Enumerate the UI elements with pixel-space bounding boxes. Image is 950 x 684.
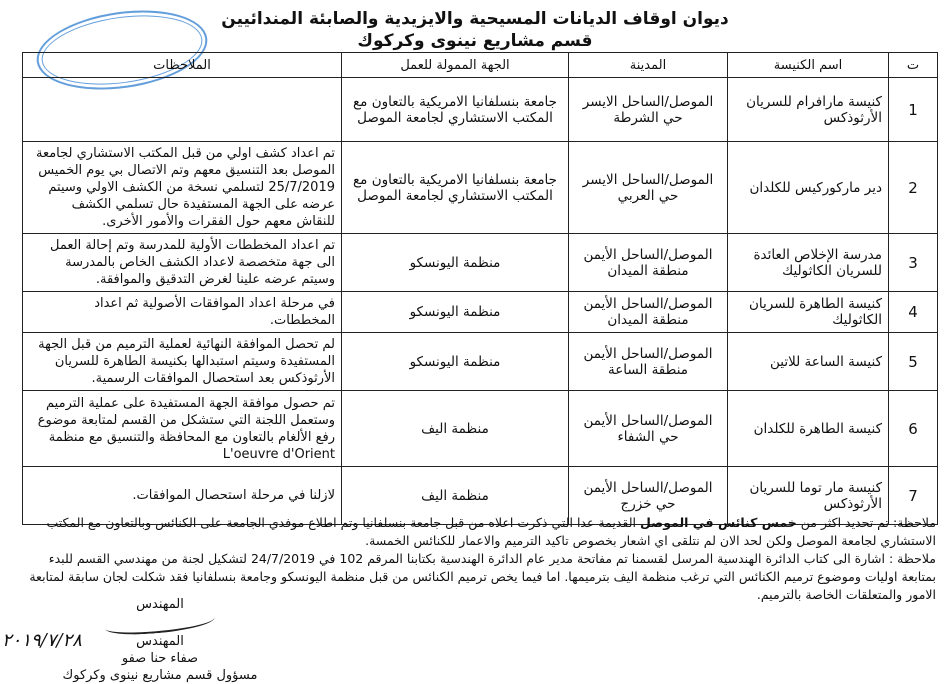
city-area: الموصل/الساحل الأيمن [583, 246, 713, 263]
row-funder [342, 292, 569, 333]
row-funder [342, 142, 569, 234]
row-church: دير ماركوركيس للكلدان [728, 142, 889, 234]
table-row [23, 292, 938, 333]
city-district: منطقة الميدان [607, 312, 689, 328]
row-notes: تم اعداد كشف اولي من قبل المكتب الاستشاري لجامعة الموصل بعد التنسيق معهم وتم الاتصال بي يوم الخميس 25/7/2019 لتسلمي نسخة من الكشف الاولي وسيتم عرضه على الجهة المستفيدة حال تسلمي الكشف للنقاش معهم حول الفقرات والأمور الأخرى. [23, 142, 342, 234]
row-city [569, 333, 728, 391]
header-notes: الملاحظات [23, 53, 342, 78]
row-notes: لم تحصل الموافقة النهائية لعملية الترميم من قبل الجهة المستفيدة وسيتم استبدالها بكنيسة الطاهرة للسريان الأرثوذكس بعد استحصال الموافقات الرسمية. [23, 333, 342, 391]
row-num: 7 [889, 467, 938, 525]
table-row [23, 142, 938, 234]
funder-line1: جامعة بنسلفانيا الامريكية بالتعاون مع [352, 93, 558, 110]
header-funder: الجهة الممولة للعمل [342, 53, 569, 78]
row-funder [342, 333, 569, 391]
signature-name: صفاء حنا صفو [121, 651, 199, 666]
row-church: كنيسة الطاهرة للسريان الكاثوليك [728, 292, 889, 333]
funder-line1: منظمة اليف [421, 420, 489, 437]
note2-label: ملاحظة : [888, 551, 936, 566]
row-church: مدرسة الإخلاص العائدة للسريان الكاثوليك [728, 234, 889, 292]
city-district: منطقة الميدان [607, 262, 689, 279]
row-num: 5 [889, 333, 938, 391]
row-notes: تم حصول موافقة الجهة المستفيدة على عملية الترميم وستعمل اللجنة التي ستشكل من القسم لمتابعة موضوع رفع الألغام بالتعاون مع المحافظة والتنسيق مع منظمة L'oeuvre d'Orient [23, 391, 342, 467]
footer-notes [14, 514, 936, 604]
table-row [23, 78, 938, 142]
row-funder [342, 78, 569, 142]
city-area: الموصل/الساحل الايسر [582, 93, 714, 110]
city-area: الموصل/الساحل الأيمن [583, 479, 713, 496]
row-city [569, 78, 728, 142]
funder-line2: المكتب الاستشاري لجامعة الموصل [357, 109, 553, 126]
city-area: الموصل/الساحل الأيمن [583, 345, 713, 362]
header-section-name: قسم مشاريع نينوى وكركوك [357, 31, 593, 51]
funder-line1: منظمة اليونسكو [409, 304, 501, 320]
header-num: ت [889, 53, 938, 78]
header-city: المدينة [569, 53, 728, 78]
handwritten-date: ٢٠١٩/٧/٢٨ [2, 630, 82, 651]
signature-title-handwritten: المهندس [136, 597, 184, 612]
header-church: اسم الكنيسة [728, 53, 889, 78]
row-num: 3 [889, 234, 938, 292]
funder-line1: منظمة اليونسكو [409, 254, 501, 271]
note2-text: اشارة الى كتاب الدائرة الهندسية المرسل لقسمنا تم مفاتحة مدير عام الدائرة الهندسية بكتابنا المرقم 102 في 24/7/2019 لتشكيل لجنة من مهندسي القسم للبدء بمتابعة اوليات وموضوع ترميم الكنائس التي ترغب منظمة اليف بترميمها. اما فيما يخص ترميم الكنائس من قبل منظمة اليونسكو وجامعة بنسلفانيا فقد شكلت لجان سابقة لمتابعة الامور والمتعلقات الخاصة بالترميم. [29, 551, 936, 602]
header-office-name: ديوان اوقاف الديانات المسيحية والايزيدية والصابئة المندائيين [221, 9, 729, 29]
note1-post: القديمة عدا التي ذكرت اعلاه من قبل جامعة بنسلفانيا وتم اطلاع موفدي الجامعة على الكنائس وبالتعاون مع المكتب الاستشاري لجامعة الموصل ولكن لحد الان لم نتلقى اي اشعار بخصوص تاكيد الترميم والاعمار للكنائس الخمسة. [46, 515, 936, 548]
funder-line2: المكتب الاستشاري لجامعة الموصل [357, 187, 553, 204]
row-num: 2 [889, 142, 938, 234]
row-num: 1 [889, 78, 938, 142]
table-row [23, 234, 938, 292]
row-funder [342, 391, 569, 467]
row-city [569, 234, 728, 292]
city-district: منطقة الساعة [607, 361, 689, 378]
funder-line1: جامعة بنسلفانيا الامريكية بالتعاون مع [352, 171, 558, 188]
city-district: حي الشفاء [617, 428, 679, 445]
table-row [23, 391, 938, 467]
row-notes: لازلنا في مرحلة استحصال الموافقات. [23, 467, 342, 525]
row-notes: تم اعداد المخططات الأولية للمدرسة وتم إحالة العمل الى جهة متخصصة لاعداد الكشف الخاص بالمدرسة وسيتم عرضه علينا لغرض التدقيق والموافقة. [23, 234, 342, 292]
note1-label: ملاحظة: [892, 515, 936, 530]
row-num: 6 [889, 391, 938, 467]
city-district: حي العربي [617, 187, 679, 204]
city-district: حي الشرطة [613, 109, 683, 126]
signature-block [60, 596, 260, 684]
note1-pre: تم تحديد اكثر من [800, 515, 889, 530]
city-area: الموصل/الساحل الأيمن [583, 412, 713, 429]
row-notes [23, 78, 342, 142]
row-church: كنيسة الطاهرة للكلدان [728, 391, 889, 467]
signature-title: المهندس [136, 634, 184, 649]
table-row [23, 333, 938, 391]
row-church: كنيسة مار توما للسريان الأرثوذكس [728, 467, 889, 525]
row-church: كنيسة الساعة للاتين [728, 333, 889, 391]
funder-line1: منظمة اليونسكو [409, 353, 501, 370]
signature-position: مسؤول قسم مشاريع نينوى وكركوك [62, 668, 258, 683]
row-notes: في مرحلة اعداد الموافقات الأصولية ثم اعداد المخططات. [23, 292, 342, 333]
projects-table [22, 52, 938, 525]
table-header-row [23, 53, 938, 78]
row-funder [342, 234, 569, 292]
city-district: حي خزرج [620, 495, 676, 512]
row-city [569, 292, 728, 333]
row-city [569, 142, 728, 234]
row-city [569, 391, 728, 467]
city-area: الموصل/الساحل الايسر [582, 171, 714, 188]
row-church: كنيسة مارافرام للسريان الأرثوذكس [728, 78, 889, 142]
funder-line1: منظمة اليف [421, 487, 489, 504]
footer-note-1 [14, 514, 936, 550]
city-area: الموصل/الساحل الأيمن [583, 296, 713, 312]
note1-bold: خمس كنائس في الموصل [639, 515, 797, 530]
row-num: 4 [889, 292, 938, 333]
